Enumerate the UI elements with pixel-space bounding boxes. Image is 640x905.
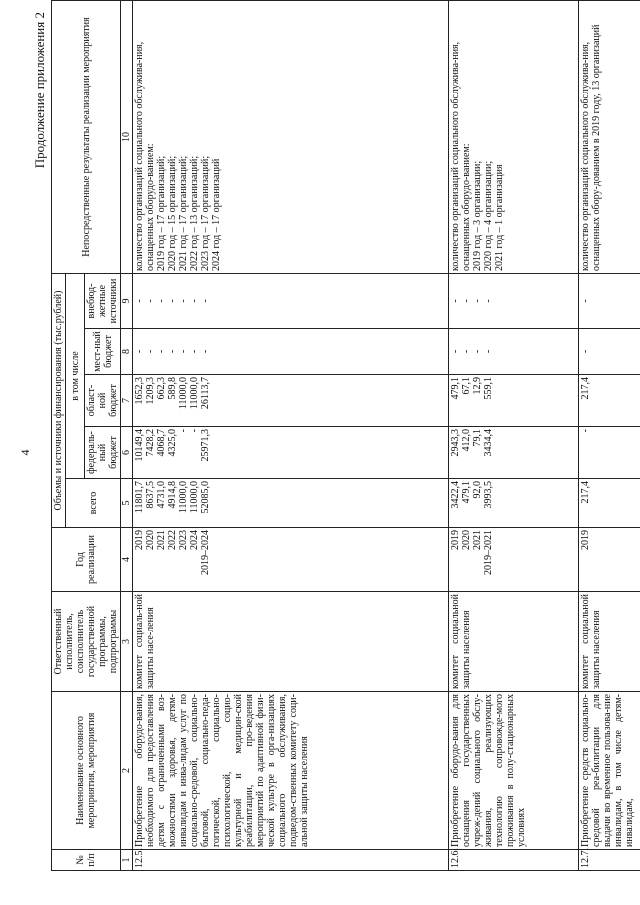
total-cell-line: 479,1 xyxy=(461,481,472,504)
local-cell xyxy=(449,329,579,375)
row-number: 12.6. xyxy=(449,850,579,871)
continuation-note: Продолжение приложения 2 xyxy=(32,12,47,169)
federal-cell xyxy=(449,427,579,479)
regional-cell-line: 217,4 xyxy=(580,377,591,400)
federal-cell-line: 7428,2 xyxy=(145,429,156,457)
year-cell xyxy=(449,528,579,592)
result-cell xyxy=(133,1,449,274)
total-cell-line: 11000,0 xyxy=(189,481,200,514)
table-row xyxy=(449,1,579,871)
header-total: всего xyxy=(66,479,121,528)
table-body xyxy=(133,1,640,871)
federal-cell-line: 3434,4 xyxy=(483,429,494,457)
federal-cell-line: 10149,4 xyxy=(134,429,145,462)
header-extra: внебюд-жетные источники xyxy=(85,274,121,329)
responsible-executor: комитет социальной защиты населения xyxy=(579,592,640,692)
federal-cell xyxy=(133,427,449,479)
federal-cell-line: 25971,3 xyxy=(200,429,211,462)
regional-cell-line: 479,1 xyxy=(450,377,461,400)
federal-cell-line: 4068,7 xyxy=(156,429,167,457)
year-cell-line: 2019–2021 xyxy=(483,530,494,575)
total-cell-line: 4914,8 xyxy=(167,481,178,509)
extra-cell-line: - xyxy=(200,299,211,303)
local-cell-line: - xyxy=(156,349,167,354)
local-cell-line: - xyxy=(178,349,189,354)
total-cell-line: 3422,4 xyxy=(450,481,461,509)
page-number: 4 xyxy=(18,449,32,456)
col-number: 10 xyxy=(121,1,133,274)
federal-cell-line: - xyxy=(189,429,200,433)
local-cell-line: - xyxy=(134,349,145,354)
activity-name: Приобретение оборудо-вания для оснащения государственных учреж-дений социального обслу-живания, реализующих технологию сопровожде-мого проживания в полу-стационарных условиях xyxy=(449,692,579,850)
result-cell-line: 2020 год – 4 организации; xyxy=(483,160,494,271)
year-cell-line: 2019 xyxy=(134,530,145,550)
table-row xyxy=(133,1,449,871)
extra-cell-line: - xyxy=(450,299,461,303)
header-regional: област-ной бюджет xyxy=(85,375,121,427)
local-cell xyxy=(579,329,640,375)
header-federal: федераль-ный бюджет xyxy=(85,427,121,479)
funding-table xyxy=(51,0,640,871)
local-cell-line: - xyxy=(145,349,156,354)
extra-cell-line: - xyxy=(145,299,156,303)
regional-cell-line: 12,9 xyxy=(472,377,483,395)
local-cell-line: - xyxy=(580,349,591,354)
year-cell-line: 2021 xyxy=(156,530,167,550)
local-cell-line: - xyxy=(189,349,200,354)
year-cell-line: 2019 xyxy=(580,530,591,550)
regional-cell-line: 559,1 xyxy=(483,377,494,400)
total-cell-line: 11801,7 xyxy=(134,481,145,514)
extra-cell xyxy=(579,274,640,329)
total-cell-line: 4731,0 xyxy=(156,481,167,509)
row-number: 12.5. xyxy=(133,850,449,871)
local-cell-line: - xyxy=(483,349,494,354)
result-cell-line: 2021 год – 1 организация xyxy=(494,164,505,271)
header-local: мест-ный бюджет xyxy=(85,329,121,375)
regional-cell-line: 11000,0 xyxy=(189,377,200,410)
result-cell-line: 2023 год – 17 организаций; xyxy=(200,155,211,271)
extra-cell-line: - xyxy=(461,299,472,303)
total-cell-line: 8637,5 xyxy=(145,481,156,509)
extra-cell-line: - xyxy=(156,299,167,303)
year-cell xyxy=(579,528,640,592)
extra-cell-line: - xyxy=(483,299,494,303)
header-name: Наименование основного мероприятия, мероприятия xyxy=(52,692,121,850)
federal-cell-line: - xyxy=(580,429,591,433)
result-cell-line: 2024 год – 17 организаций xyxy=(211,158,222,271)
year-cell-line: 2024 xyxy=(189,530,200,550)
federal-cell-line: 2943,3 xyxy=(450,429,461,457)
year-cell xyxy=(133,528,449,592)
result-cell-line: 2022 год – 13 организаций; xyxy=(189,155,200,271)
activity-name: Приобретение средств социально-средовой реа-билитации для выдачи во временное пользова-ние инвалидам, в том числе детям-инвалидам, xyxy=(579,692,640,850)
total-cell xyxy=(449,479,579,528)
col-number: 4 xyxy=(121,528,133,592)
extra-cell-line: - xyxy=(580,299,591,303)
year-cell-line: 2020 xyxy=(145,530,156,550)
extra-cell-line: - xyxy=(167,299,178,303)
total-cell-line: 92,0 xyxy=(472,481,483,499)
result-cell xyxy=(449,1,579,274)
activity-name: Приобретение оборудо-вания, необходимого для предоставления детям с ограниченными воз-можностями здоровья, детям-инвалидам и инва-лидам услуг по социально-средовой, социально-бытовой, социально-педа-гогической, социально-психологической, социо-культурной и медицин-ской реабилитации, про-ведения мероприятий по адаптивной физи-ческой культуре в орга-низациях социального обслуживания, подведом-ственных комитету соци-альной защиты населения xyxy=(133,692,449,850)
federal-cell-line: 79,1 xyxy=(472,429,483,447)
header-incl: в том числе xyxy=(66,274,85,479)
regional-cell xyxy=(449,375,579,427)
regional-cell-line: 1652,3 xyxy=(134,377,145,405)
extra-cell xyxy=(449,274,579,329)
year-cell-line: 2019 xyxy=(450,530,461,550)
year-cell-line: 2022 xyxy=(167,530,178,550)
responsible-executor: комитет социальной защиты населения xyxy=(449,592,579,692)
col-number: 1 xyxy=(121,850,133,871)
local-cell-line: - xyxy=(200,349,211,354)
year-cell-line: 2019–2024 xyxy=(200,530,211,575)
table-row xyxy=(579,1,640,871)
federal-cell-line: - xyxy=(178,429,189,433)
total-cell-line: 217,4 xyxy=(580,481,591,504)
row-number: 12.7. xyxy=(579,850,640,871)
extra-cell-line: - xyxy=(178,299,189,303)
regional-cell xyxy=(579,375,640,427)
col-number: 7 xyxy=(121,375,133,427)
total-cell xyxy=(579,479,640,528)
total-cell xyxy=(133,479,449,528)
year-cell-line: 2021 xyxy=(472,530,483,550)
local-cell-line: - xyxy=(167,349,178,354)
header-num: № п/п xyxy=(52,850,121,871)
result-cell-line: 2021 год – 17 организаций; xyxy=(178,155,189,271)
local-cell xyxy=(133,329,449,375)
header-responsible: Ответственный исполнитель, соисполнитель государственной программы, подпрограммы xyxy=(52,592,121,692)
result-cell-line: количество организаций социального обслужива-ния, оснащенных обору-дованием в 2019 году, 13 организаций xyxy=(580,24,602,271)
regional-cell-line: 662,3 xyxy=(156,377,167,400)
regional-cell xyxy=(133,375,449,427)
result-cell xyxy=(579,1,640,274)
year-cell-line: 2023 xyxy=(178,530,189,550)
regional-cell-line: 11000,0 xyxy=(178,377,189,410)
total-cell-line: 3993,5 xyxy=(483,481,494,509)
extra-cell xyxy=(133,274,449,329)
year-cell-line: 2020 xyxy=(461,530,472,550)
total-cell-line: 11000,0 xyxy=(178,481,189,514)
local-cell-line: - xyxy=(472,349,483,354)
total-cell-line: 52085,0 xyxy=(200,481,211,514)
extra-cell-line: - xyxy=(189,299,200,303)
col-number: 2 xyxy=(121,692,133,850)
regional-cell-line: 589,8 xyxy=(167,377,178,400)
result-cell-line: количество организаций социального обслужива-ния, оснащенных оборудо-ванием: xyxy=(134,41,156,271)
col-number: 3 xyxy=(121,592,133,692)
extra-cell-line: - xyxy=(134,299,145,303)
regional-cell-line: 26113,7 xyxy=(200,377,211,410)
header-funding: Объемы и источники финансирования (тыс.рублей) xyxy=(52,274,66,528)
extra-cell-line: - xyxy=(472,299,483,303)
col-number: 9 xyxy=(121,274,133,329)
federal-cell-line: 412,0 xyxy=(461,429,472,452)
responsible-executor: комитет социаль-ной защиты насе-ления xyxy=(133,592,449,692)
result-cell-line: 2020 год – 15 организаций; xyxy=(167,155,178,271)
regional-cell-line: 1209,3 xyxy=(145,377,156,405)
local-cell-line: - xyxy=(450,349,461,354)
federal-cell xyxy=(579,427,640,479)
col-number: 8 xyxy=(121,329,133,375)
header-year: Год реализации xyxy=(52,528,121,592)
result-cell-line: 2019 год – 17 организаций; xyxy=(156,155,167,271)
col-number: 6 xyxy=(121,427,133,479)
local-cell-line: - xyxy=(461,349,472,354)
result-cell-line: количество организаций социального обслужива-ния, оснащенных оборудо-ванием: xyxy=(450,41,472,271)
header-results: Непосредственные результаты реализации мероприятия xyxy=(52,1,121,274)
regional-cell-line: 67,1 xyxy=(461,377,472,395)
col-number: 5 xyxy=(121,479,133,528)
result-cell-line: 2019 год – 3 организации; xyxy=(472,160,483,271)
federal-cell-line: 4325,0 xyxy=(167,429,178,457)
